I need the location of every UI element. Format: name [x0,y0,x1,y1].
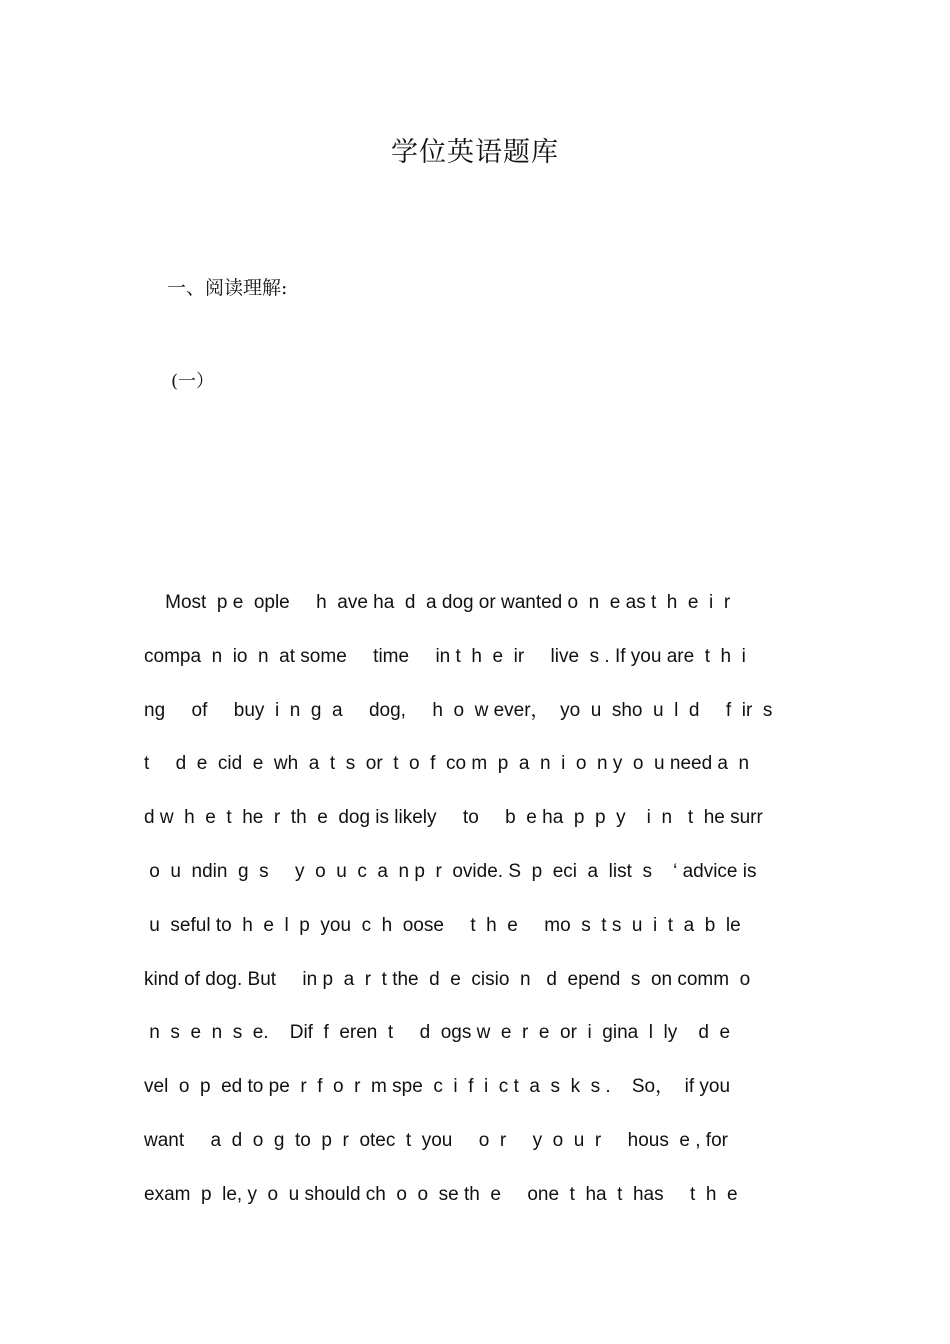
passage-line: Most p e ople h ave ha d a dog or wanted o n e as t h e i r [144,592,731,613]
passage-line: want a d o g to p r otec t you o r y o u r hous e , for [144,1129,728,1151]
passage-line: exam p le, y o u should ch o o se th e one t ha t has t h e [144,1183,738,1205]
passage-line: u seful to h e l p you c h oose t h e mo s t s u i t a b le [144,914,741,936]
passage-line: kind of dog. But in p a r t the d e cisio n d epend s on comm o [144,968,751,990]
passage-line: d w h e t he r th e dog is likely to b e ha p p y i n t he surr [144,807,763,829]
section-heading: 一、阅读理解: [167,277,288,299]
subsection-label: (一） [171,371,215,392]
passage-line: t d e cid e wh a t s or t o f co m p a n i o n y o u need a n [144,753,750,775]
reading-passage [144,588,814,1234]
passage-line: vel o p ed to pe r f o r m spe c i f i c t a s k s . So， if you [144,1076,731,1098]
document-title: 学位英语题库 [391,137,559,168]
passage-line: o u ndin g s y o u c a n p r ovide. S p eci a list s ‘ advice is [144,860,757,882]
passage-line: ng of buy i n g a dog, h o w ever， yo u sho u l d f ir s [144,699,773,721]
passage-line: n s e n s e. Dif f eren t d ogs w e r e or i gina l ly d e [144,1022,731,1044]
passage-line: compa n io n at some time in t h e ir live s . If you are t h i [144,645,746,667]
